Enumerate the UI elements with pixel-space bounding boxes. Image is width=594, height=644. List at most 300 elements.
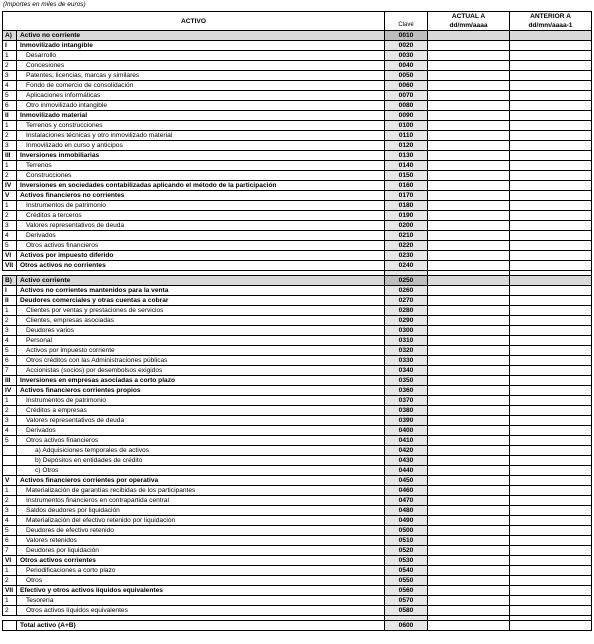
- table-row: [3, 51, 592, 61]
- value-actual-cell[interactable]: [428, 466, 510, 476]
- row-key: 0360: [385, 386, 428, 396]
- value-anterior-cell[interactable]: [510, 456, 592, 466]
- row-number: [3, 456, 17, 466]
- row-number: 3: [3, 326, 17, 336]
- value-anterior-cell[interactable]: [510, 286, 592, 296]
- row-number: V: [3, 476, 17, 486]
- table-row: [3, 181, 592, 191]
- value-anterior-cell[interactable]: [510, 356, 592, 366]
- row-number: 1: [3, 121, 17, 131]
- table-row: [3, 101, 592, 111]
- value-actual-cell[interactable]: [428, 406, 510, 416]
- row-number: 4: [3, 81, 17, 91]
- row-label: Desarrollo: [17, 51, 385, 61]
- row-key: 0080: [385, 101, 428, 111]
- value-actual-cell[interactable]: [428, 316, 510, 326]
- row-label: Otro inmovilizado intangible: [17, 101, 385, 111]
- value-anterior-cell[interactable]: [510, 231, 592, 241]
- value-actual-cell[interactable]: [428, 426, 510, 436]
- value-anterior-cell[interactable]: [510, 516, 592, 526]
- table-row: [3, 326, 592, 336]
- row-number: 2: [3, 606, 17, 616]
- value-actual-cell[interactable]: [428, 386, 510, 396]
- header-actual-date: dd/mm/aaaa: [449, 22, 488, 29]
- row-key: 0150: [385, 171, 428, 181]
- value-anterior-cell[interactable]: [510, 306, 592, 316]
- value-actual-cell[interactable]: [428, 161, 510, 171]
- row-number: A): [3, 31, 17, 41]
- row-label: Tesorería: [17, 596, 385, 606]
- row-number: 2: [3, 496, 17, 506]
- value-actual-cell[interactable]: [428, 326, 510, 336]
- value-anterior-cell[interactable]: [510, 546, 592, 556]
- row-label: Instrumentos de patrimonio: [17, 201, 385, 211]
- table-row: [3, 81, 592, 91]
- row-label: Créditos a empresas: [17, 406, 385, 416]
- value-anterior-cell[interactable]: [510, 71, 592, 81]
- row-number: 1: [3, 161, 17, 171]
- table-row: [3, 406, 592, 416]
- value-anterior-cell[interactable]: [510, 51, 592, 61]
- value-actual-cell[interactable]: [428, 221, 510, 231]
- value-actual-cell[interactable]: [428, 536, 510, 546]
- value-actual-cell[interactable]: [428, 486, 510, 496]
- table-row: [3, 276, 592, 286]
- value-anterior-cell[interactable]: [510, 376, 592, 386]
- table-row: [3, 336, 592, 346]
- value-actual-cell[interactable]: [428, 251, 510, 261]
- row-label: c) Otros: [17, 466, 385, 476]
- row-number: 3: [3, 506, 17, 516]
- row-number: V: [3, 191, 17, 201]
- row-key: 0550: [385, 576, 428, 586]
- row-key: 0310: [385, 336, 428, 346]
- table-row: [3, 536, 592, 546]
- row-label: Deudores de efectivo retenido: [17, 526, 385, 536]
- row-label: Personal: [17, 336, 385, 346]
- row-number: 4: [3, 516, 17, 526]
- value-actual-cell[interactable]: [428, 566, 510, 576]
- value-anterior-cell[interactable]: [510, 261, 592, 271]
- value-actual-cell[interactable]: [428, 476, 510, 486]
- row-label: Accionistas (socios) por desembolsos exigidos: [17, 366, 385, 376]
- value-actual-cell[interactable]: [428, 586, 510, 596]
- value-anterior-cell[interactable]: [510, 536, 592, 546]
- row-number: 2: [3, 576, 17, 586]
- value-anterior-cell[interactable]: [510, 251, 592, 261]
- value-actual-cell[interactable]: [428, 101, 510, 111]
- value-actual-cell[interactable]: [428, 516, 510, 526]
- value-actual-cell[interactable]: [428, 436, 510, 446]
- value-actual-cell[interactable]: [428, 596, 510, 606]
- value-actual-cell[interactable]: [428, 556, 510, 566]
- row-key: 0010: [385, 31, 428, 41]
- value-actual-cell[interactable]: [428, 526, 510, 536]
- row-label: Patentes, licencias, marcas y similares: [17, 71, 385, 81]
- row-label: Fondo de comercio de consolidación: [17, 81, 385, 91]
- row-label: Concesiones: [17, 61, 385, 71]
- row-number: 1: [3, 596, 17, 606]
- row-label: Activos no corrientes mantenidos para la venta: [17, 286, 385, 296]
- row-label: Inmovilizado material: [17, 111, 385, 121]
- value-anterior-cell[interactable]: [510, 576, 592, 586]
- value-actual-cell[interactable]: [428, 416, 510, 426]
- value-actual-cell[interactable]: [428, 121, 510, 131]
- row-number: 2: [3, 316, 17, 326]
- value-actual-cell[interactable]: [428, 151, 510, 161]
- value-anterior-cell[interactable]: [510, 221, 592, 231]
- value-actual-cell[interactable]: [428, 286, 510, 296]
- row-label: Inmovilizado en curso y anticipos: [17, 141, 385, 151]
- row-key: 0120: [385, 141, 428, 151]
- value-actual-cell[interactable]: [428, 296, 510, 306]
- table-row: [3, 516, 592, 526]
- table-row: [3, 121, 592, 131]
- table-row: [3, 151, 592, 161]
- table-row: [3, 31, 592, 41]
- value-anterior-cell[interactable]: [510, 586, 592, 596]
- value-actual-cell[interactable]: [428, 506, 510, 516]
- value-actual-cell[interactable]: [428, 276, 510, 286]
- table-row: [3, 526, 592, 536]
- row-label: Saldos deudores por liquidación: [17, 506, 385, 516]
- row-number: 3: [3, 71, 17, 81]
- value-actual-cell[interactable]: [428, 261, 510, 271]
- row-number: 1: [3, 566, 17, 576]
- value-actual-cell[interactable]: [428, 181, 510, 191]
- row-key: 0160: [385, 181, 428, 191]
- row-key: 0090: [385, 111, 428, 121]
- row-number: 4: [3, 426, 17, 436]
- value-anterior-cell[interactable]: [510, 241, 592, 251]
- row-label: Inmovilizado intangible: [17, 41, 385, 51]
- row-label: Activos por impuesto diferido: [17, 251, 385, 261]
- row-number: [3, 466, 17, 476]
- row-number: 5: [3, 346, 17, 356]
- row-key: 0050: [385, 71, 428, 81]
- table-row: [3, 91, 592, 101]
- value-actual-cell[interactable]: [428, 191, 510, 201]
- header-actual-label: ACTUAL A: [451, 13, 486, 20]
- row-number: 1: [3, 51, 17, 61]
- row-number: IV: [3, 181, 17, 191]
- row-label: Terrenos: [17, 161, 385, 171]
- row-number: VII: [3, 261, 17, 271]
- table-row: [3, 356, 592, 366]
- row-key: 0330: [385, 356, 428, 366]
- value-actual-cell[interactable]: [428, 61, 510, 71]
- value-anterior-cell[interactable]: [510, 141, 592, 151]
- row-number: 6: [3, 536, 17, 546]
- row-number: 3: [3, 221, 17, 231]
- table-row: [3, 446, 592, 456]
- table-row: [3, 436, 592, 446]
- value-anterior-cell[interactable]: [510, 436, 592, 446]
- row-key: 0070: [385, 91, 428, 101]
- value-actual-cell[interactable]: [428, 336, 510, 346]
- row-number: VI: [3, 251, 17, 261]
- value-anterior-cell[interactable]: [510, 121, 592, 131]
- row-key: 0060: [385, 81, 428, 91]
- value-anterior-cell[interactable]: [510, 81, 592, 91]
- table-row: [3, 111, 592, 121]
- value-actual-cell[interactable]: [428, 201, 510, 211]
- table-row: [3, 386, 592, 396]
- row-number: II: [3, 296, 17, 306]
- value-actual-cell[interactable]: [428, 31, 510, 41]
- row-label: Instrumentos de patrimonio: [17, 396, 385, 406]
- row-number: 2: [3, 406, 17, 416]
- table-row: [3, 131, 592, 141]
- value-anterior-cell[interactable]: [510, 191, 592, 201]
- value-anterior-cell[interactable]: [510, 171, 592, 181]
- value-anterior-cell[interactable]: [510, 326, 592, 336]
- value-anterior-cell[interactable]: [510, 426, 592, 436]
- value-anterior-cell[interactable]: [510, 336, 592, 346]
- table-row: [3, 251, 592, 261]
- value-anterior-cell[interactable]: [510, 446, 592, 456]
- table-row: [3, 576, 592, 586]
- row-key: 0510: [385, 536, 428, 546]
- value-anterior-cell[interactable]: [510, 506, 592, 516]
- row-key: 0350: [385, 376, 428, 386]
- row-key: 0110: [385, 131, 428, 141]
- value-actual-cell[interactable]: [428, 356, 510, 366]
- row-number: 5: [3, 526, 17, 536]
- table-row: [3, 456, 592, 466]
- table-row: [3, 506, 592, 516]
- value-anterior-cell[interactable]: [510, 621, 592, 631]
- value-actual-cell[interactable]: [428, 51, 510, 61]
- row-label: Otros activos líquidos equivalentes: [17, 606, 385, 616]
- value-anterior-cell[interactable]: [510, 31, 592, 41]
- value-actual-cell[interactable]: [428, 231, 510, 241]
- value-anterior-cell[interactable]: [510, 131, 592, 141]
- header-clave-text: Clave: [398, 22, 414, 28]
- table-row: [3, 296, 592, 306]
- value-actual-cell[interactable]: [428, 81, 510, 91]
- table-row: [3, 546, 592, 556]
- row-key: 0140: [385, 161, 428, 171]
- row-label: Otros activos corrientes: [17, 556, 385, 566]
- value-anterior-cell[interactable]: [510, 526, 592, 536]
- value-anterior-cell[interactable]: [510, 151, 592, 161]
- table-row: [3, 376, 592, 386]
- value-anterior-cell[interactable]: [510, 596, 592, 606]
- table-row: [3, 161, 592, 171]
- row-number: II: [3, 111, 17, 121]
- value-actual-cell[interactable]: [428, 91, 510, 101]
- row-number: 3: [3, 141, 17, 151]
- table-row: [3, 241, 592, 251]
- value-actual-cell[interactable]: [428, 346, 510, 356]
- row-label: Aplicaciones informáticas: [17, 91, 385, 101]
- value-anterior-cell[interactable]: [510, 161, 592, 171]
- value-anterior-cell[interactable]: [510, 91, 592, 101]
- value-actual-cell[interactable]: [428, 621, 510, 631]
- row-number: IV: [3, 386, 17, 396]
- value-anterior-cell[interactable]: [510, 476, 592, 486]
- row-label: Derivados: [17, 426, 385, 436]
- row-key: 0300: [385, 326, 428, 336]
- value-anterior-cell[interactable]: [510, 406, 592, 416]
- row-key: 0580: [385, 606, 428, 616]
- row-label: a) Adquisiciones temporales de activos: [17, 446, 385, 456]
- value-anterior-cell[interactable]: [510, 101, 592, 111]
- row-key: 0030: [385, 51, 428, 61]
- row-number: VII: [3, 586, 17, 596]
- row-label: Clientes por ventas y prestaciones de servicios: [17, 306, 385, 316]
- value-anterior-cell[interactable]: [510, 556, 592, 566]
- row-key: 0280: [385, 306, 428, 316]
- table-row: [3, 306, 592, 316]
- table-row: [3, 71, 592, 81]
- value-anterior-cell[interactable]: [510, 276, 592, 286]
- table-row: [3, 211, 592, 221]
- row-label: Deudores comerciales y otras cuentas a cobrar: [17, 296, 385, 306]
- table-row: [3, 286, 592, 296]
- row-label: Inversiones en empresas asociadas a corto plazo: [17, 376, 385, 386]
- value-actual-cell[interactable]: [428, 456, 510, 466]
- value-actual-cell[interactable]: [428, 546, 510, 556]
- row-key: 0020: [385, 41, 428, 51]
- value-anterior-cell[interactable]: [510, 61, 592, 71]
- value-anterior-cell[interactable]: [510, 486, 592, 496]
- value-actual-cell[interactable]: [428, 446, 510, 456]
- row-number: VI: [3, 556, 17, 566]
- value-anterior-cell[interactable]: [510, 211, 592, 221]
- row-label: Activos financieros corrientes propios: [17, 386, 385, 396]
- value-anterior-cell[interactable]: [510, 111, 592, 121]
- value-anterior-cell[interactable]: [510, 566, 592, 576]
- table-row: [3, 556, 592, 566]
- value-actual-cell[interactable]: [428, 111, 510, 121]
- table-header-row: [3, 12, 592, 31]
- row-key: 0170: [385, 191, 428, 201]
- row-number: 1: [3, 486, 17, 496]
- header-clave: [385, 12, 428, 31]
- value-actual-cell[interactable]: [428, 41, 510, 51]
- value-actual-cell[interactable]: [428, 366, 510, 376]
- value-actual-cell[interactable]: [428, 396, 510, 406]
- value-anterior-cell[interactable]: [510, 386, 592, 396]
- value-anterior-cell[interactable]: [510, 296, 592, 306]
- row-key: 0180: [385, 201, 428, 211]
- value-actual-cell[interactable]: [428, 606, 510, 616]
- header-anterior-label: ANTERIOR A: [530, 13, 571, 20]
- row-label: Efectivo y otros activos líquidos equivalentes: [17, 586, 385, 596]
- row-key: 0210: [385, 231, 428, 241]
- row-number: 1: [3, 306, 17, 316]
- table-row: [3, 586, 592, 596]
- row-number: III: [3, 151, 17, 161]
- value-anterior-cell[interactable]: [510, 346, 592, 356]
- value-anterior-cell[interactable]: [510, 466, 592, 476]
- row-key: 0240: [385, 261, 428, 271]
- value-anterior-cell[interactable]: [510, 181, 592, 191]
- row-key: 0320: [385, 346, 428, 356]
- table-row: [3, 141, 592, 151]
- row-number: 5: [3, 91, 17, 101]
- table-row: [3, 346, 592, 356]
- table-row: [3, 476, 592, 486]
- row-number: I: [3, 286, 17, 296]
- value-actual-cell[interactable]: [428, 141, 510, 151]
- row-label: Activos financieros corrientes por operativa: [17, 476, 385, 486]
- table-row: [3, 316, 592, 326]
- row-key: 0520: [385, 546, 428, 556]
- value-anterior-cell[interactable]: [510, 201, 592, 211]
- value-actual-cell[interactable]: [428, 171, 510, 181]
- header-actual: [428, 12, 510, 31]
- row-label: Créditos a terceros: [17, 211, 385, 221]
- row-label: Clientes, empresas asociadas: [17, 316, 385, 326]
- row-key: 0570: [385, 596, 428, 606]
- table-row: [3, 566, 592, 576]
- row-label: Valores retenidos: [17, 536, 385, 546]
- row-key: 0100: [385, 121, 428, 131]
- row-label: Valores representativos de deuda: [17, 416, 385, 426]
- row-number: III: [3, 376, 17, 386]
- value-anterior-cell[interactable]: [510, 416, 592, 426]
- row-number: I: [3, 41, 17, 51]
- row-key: 0390: [385, 416, 428, 426]
- value-actual-cell[interactable]: [428, 131, 510, 141]
- row-label: Activos por impuesto corriente: [17, 346, 385, 356]
- row-label: Activos financieros no corrientes: [17, 191, 385, 201]
- row-label: Otros: [17, 576, 385, 586]
- row-number: B): [3, 276, 17, 286]
- value-anterior-cell[interactable]: [510, 496, 592, 506]
- row-key: 0450: [385, 476, 428, 486]
- row-label: Total activo (A+B): [17, 621, 385, 631]
- row-key: 0040: [385, 61, 428, 71]
- value-actual-cell[interactable]: [428, 496, 510, 506]
- row-number: 5: [3, 241, 17, 251]
- row-label: Deudores varios: [17, 326, 385, 336]
- row-key: 0230: [385, 251, 428, 261]
- row-key: 0410: [385, 436, 428, 446]
- value-actual-cell[interactable]: [428, 211, 510, 221]
- value-actual-cell[interactable]: [428, 576, 510, 586]
- row-key: 0500: [385, 526, 428, 536]
- row-label: Otros activos no corrientes: [17, 261, 385, 271]
- value-anterior-cell[interactable]: [510, 316, 592, 326]
- value-actual-cell[interactable]: [428, 376, 510, 386]
- table-row: [3, 221, 592, 231]
- value-anterior-cell[interactable]: [510, 41, 592, 51]
- row-number: 7: [3, 366, 17, 376]
- row-number: 1: [3, 396, 17, 406]
- row-key: 0600: [385, 621, 428, 631]
- value-actual-cell[interactable]: [428, 306, 510, 316]
- value-anterior-cell[interactable]: [510, 396, 592, 406]
- row-number: 2: [3, 211, 17, 221]
- value-anterior-cell[interactable]: [510, 606, 592, 616]
- value-actual-cell[interactable]: [428, 71, 510, 81]
- row-key: 0270: [385, 296, 428, 306]
- table-row: [3, 201, 592, 211]
- value-actual-cell[interactable]: [428, 241, 510, 251]
- row-key: 0250: [385, 276, 428, 286]
- row-key: 0340: [385, 366, 428, 376]
- value-anterior-cell[interactable]: [510, 366, 592, 376]
- row-number: 3: [3, 416, 17, 426]
- table-body: [3, 31, 592, 631]
- row-key: 0470: [385, 496, 428, 506]
- header-anterior: [510, 12, 592, 31]
- row-key: 0460: [385, 486, 428, 496]
